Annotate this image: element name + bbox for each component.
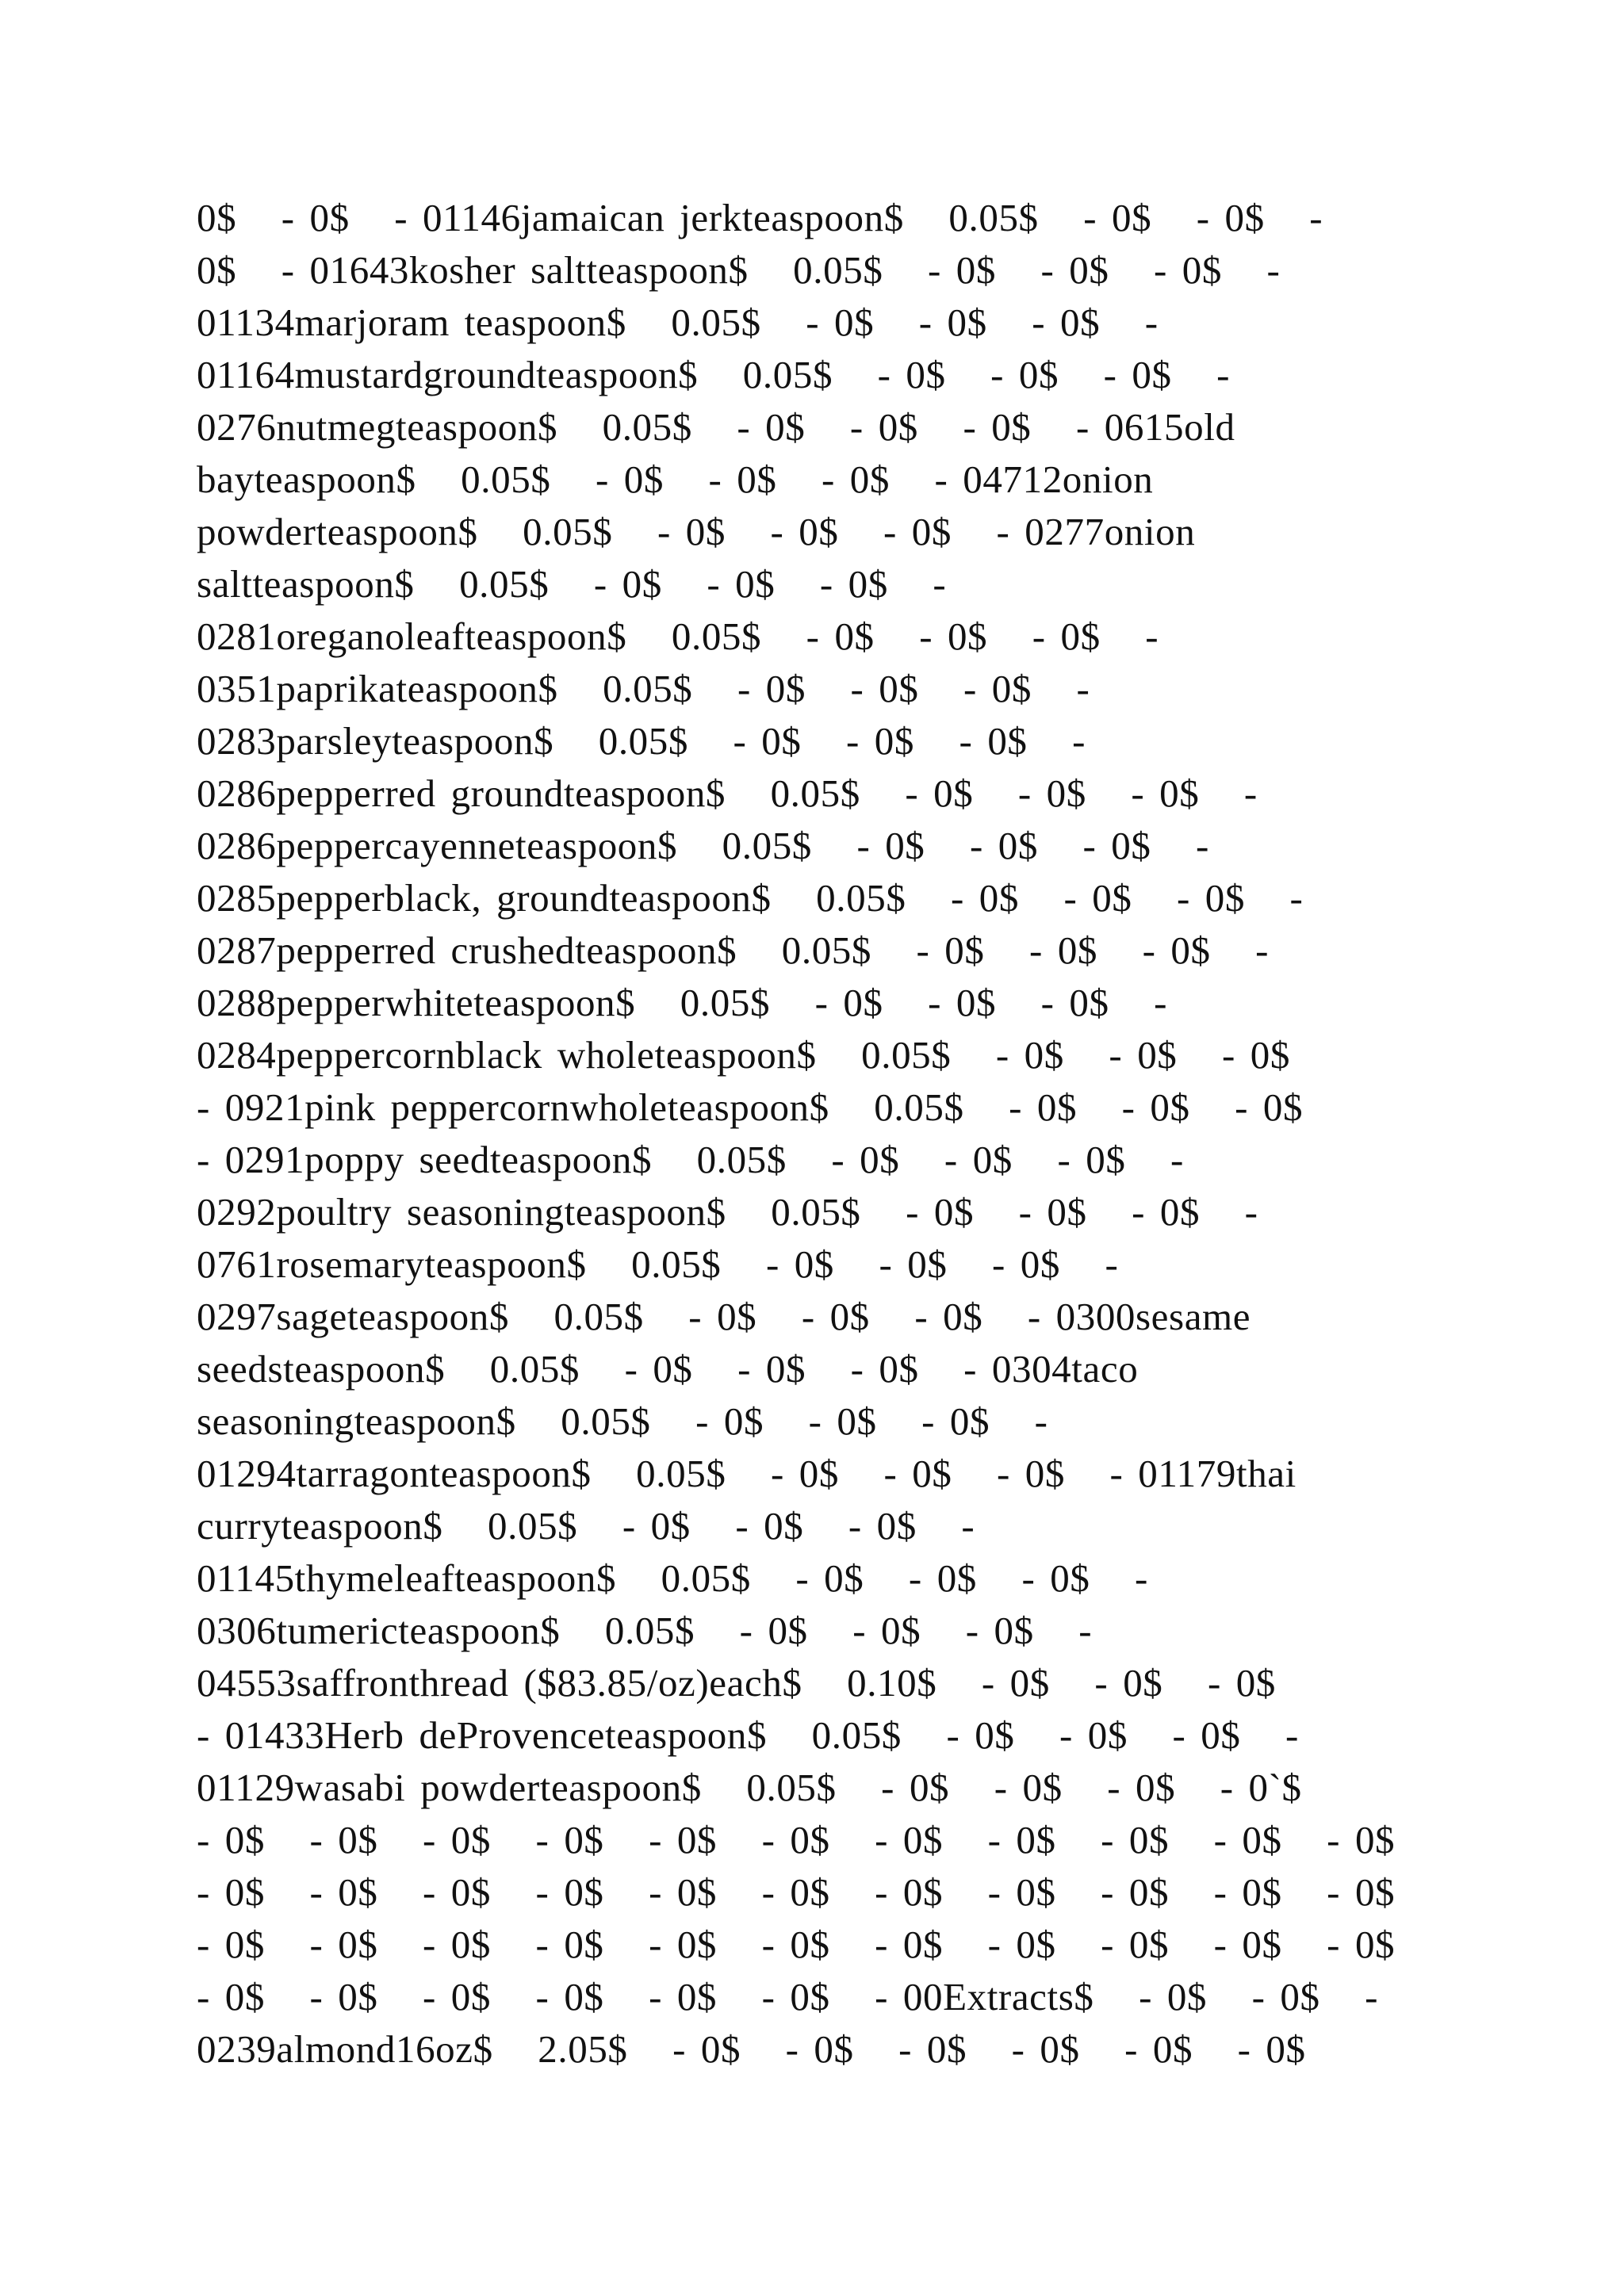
text-line: 01129wasabi powderteaspoon$ 0.05$ - 0$ - 0$ - 0$ - 0`$ bbox=[197, 1766, 1302, 1809]
text-line: 0$ - 01643kosher saltteaspoon$ 0.05$ - 0$ - 0$ - 0$ - bbox=[197, 248, 1281, 292]
text-line: 0287pepperred crushedteaspoon$ 0.05$ - 0$ - 0$ - 0$ - bbox=[197, 928, 1270, 972]
text-line: 01145thymeleafteaspoon$ 0.05$ - 0$ - 0$ - 0$ - bbox=[197, 1556, 1148, 1600]
text-line: 0285pepperblack, groundteaspoon$ 0.05$ - 0$ - 0$ - 0$ - bbox=[197, 876, 1304, 920]
text-line: 0351paprikateaspoon$ 0.05$ - 0$ - 0$ - 0$ - bbox=[197, 667, 1090, 710]
text-line: seasoningteaspoon$ 0.05$ - 0$ - 0$ - 0$ - bbox=[197, 1399, 1048, 1443]
text-line: 0$ - 0$ - 01146jamaican jerkteaspoon$ 0.05$ - 0$ - 0$ - bbox=[197, 196, 1323, 239]
text-line: - 0$ - 0$ - 0$ - 0$ - 0$ - 0$ - 0$ - 0$ - 0$ - 0$ - 0$ bbox=[197, 1923, 1396, 1966]
text-line: 01294tarragonteaspoon$ 0.05$ - 0$ - 0$ - 0$ - 01179thai bbox=[197, 1452, 1297, 1495]
text-line: 0239almond16oz$ 2.05$ - 0$ - 0$ - 0$ - 0$ - 0$ - 0$ bbox=[197, 2027, 1306, 2071]
text-line: 0306tumericteaspoon$ 0.05$ - 0$ - 0$ - 0$ - bbox=[197, 1609, 1093, 1652]
text-line: curryteaspoon$ 0.05$ - 0$ - 0$ - 0$ - bbox=[197, 1504, 975, 1548]
text-line: 04553saffronthread ($83.85/oz)each$ 0.10$ - 0$ - 0$ - 0$ bbox=[197, 1661, 1276, 1705]
text-line: 0286peppercayenneteaspoon$ 0.05$ - 0$ - 0$ - 0$ - bbox=[197, 824, 1209, 867]
text-line: 0284peppercornblack wholeteaspoon$ 0.05$ - 0$ - 0$ - 0$ bbox=[197, 1033, 1290, 1077]
text-line: 01164mustardgroundteaspoon$ 0.05$ - 0$ - 0$ - 0$ - bbox=[197, 353, 1231, 396]
text-line: - 0$ - 0$ - 0$ - 0$ - 0$ - 0$ - 00Extracts$ - 0$ - 0$ - bbox=[197, 1975, 1379, 2019]
text-line: powderteaspoon$ 0.05$ - 0$ - 0$ - 0$ - 0277onion bbox=[197, 510, 1196, 553]
text-line: 01134marjoram teaspoon$ 0.05$ - 0$ - 0$ - 0$ - bbox=[197, 300, 1159, 344]
text-line: - 0$ - 0$ - 0$ - 0$ - 0$ - 0$ - 0$ - 0$ - 0$ - 0$ - 0$ bbox=[197, 1870, 1396, 1914]
text-line: bayteaspoon$ 0.05$ - 0$ - 0$ - 0$ - 04712onion bbox=[197, 457, 1154, 501]
text-line: - 01433Herb deProvenceteaspoon$ 0.05$ - 0$ - 0$ - 0$ - bbox=[197, 1713, 1299, 1757]
text-line: 0283parsleyteaspoon$ 0.05$ - 0$ - 0$ - 0$ - bbox=[197, 719, 1086, 763]
text-line: - 0291poppy seedteaspoon$ 0.05$ - 0$ - 0$ - 0$ - bbox=[197, 1138, 1184, 1181]
text-line: 0761rosemaryteaspoon$ 0.05$ - 0$ - 0$ - 0$ - bbox=[197, 1242, 1119, 1286]
text-line: - 0921pink peppercornwholeteaspoon$ 0.05$ - 0$ - 0$ - 0$ bbox=[197, 1085, 1304, 1129]
text-line: 0281oreganoleafteaspoon$ 0.05$ - 0$ - 0$ - 0$ - bbox=[197, 614, 1159, 658]
text-line: 0276nutmegteaspoon$ 0.05$ - 0$ - 0$ - 0$ - 0615old bbox=[197, 405, 1235, 449]
text-line: 0297sageteaspoon$ 0.05$ - 0$ - 0$ - 0$ - 0300sesame bbox=[197, 1295, 1251, 1338]
text-line: 0286pepperred groundteaspoon$ 0.05$ - 0$ - 0$ - 0$ - bbox=[197, 771, 1258, 815]
text-line: seedsteaspoon$ 0.05$ - 0$ - 0$ - 0$ - 0304taco bbox=[197, 1347, 1139, 1391]
document-body-text bbox=[197, 192, 1434, 2076]
text-line: saltteaspoon$ 0.05$ - 0$ - 0$ - 0$ - bbox=[197, 562, 947, 606]
text-line: 0288pepperwhiteteaspoon$ 0.05$ - 0$ - 0$ - 0$ - bbox=[197, 981, 1168, 1024]
text-line: 0292poultry seasoningteaspoon$ 0.05$ - 0$ - 0$ - 0$ - bbox=[197, 1190, 1258, 1234]
text-line: - 0$ - 0$ - 0$ - 0$ - 0$ - 0$ - 0$ - 0$ - 0$ - 0$ - 0$ bbox=[197, 1818, 1396, 1862]
